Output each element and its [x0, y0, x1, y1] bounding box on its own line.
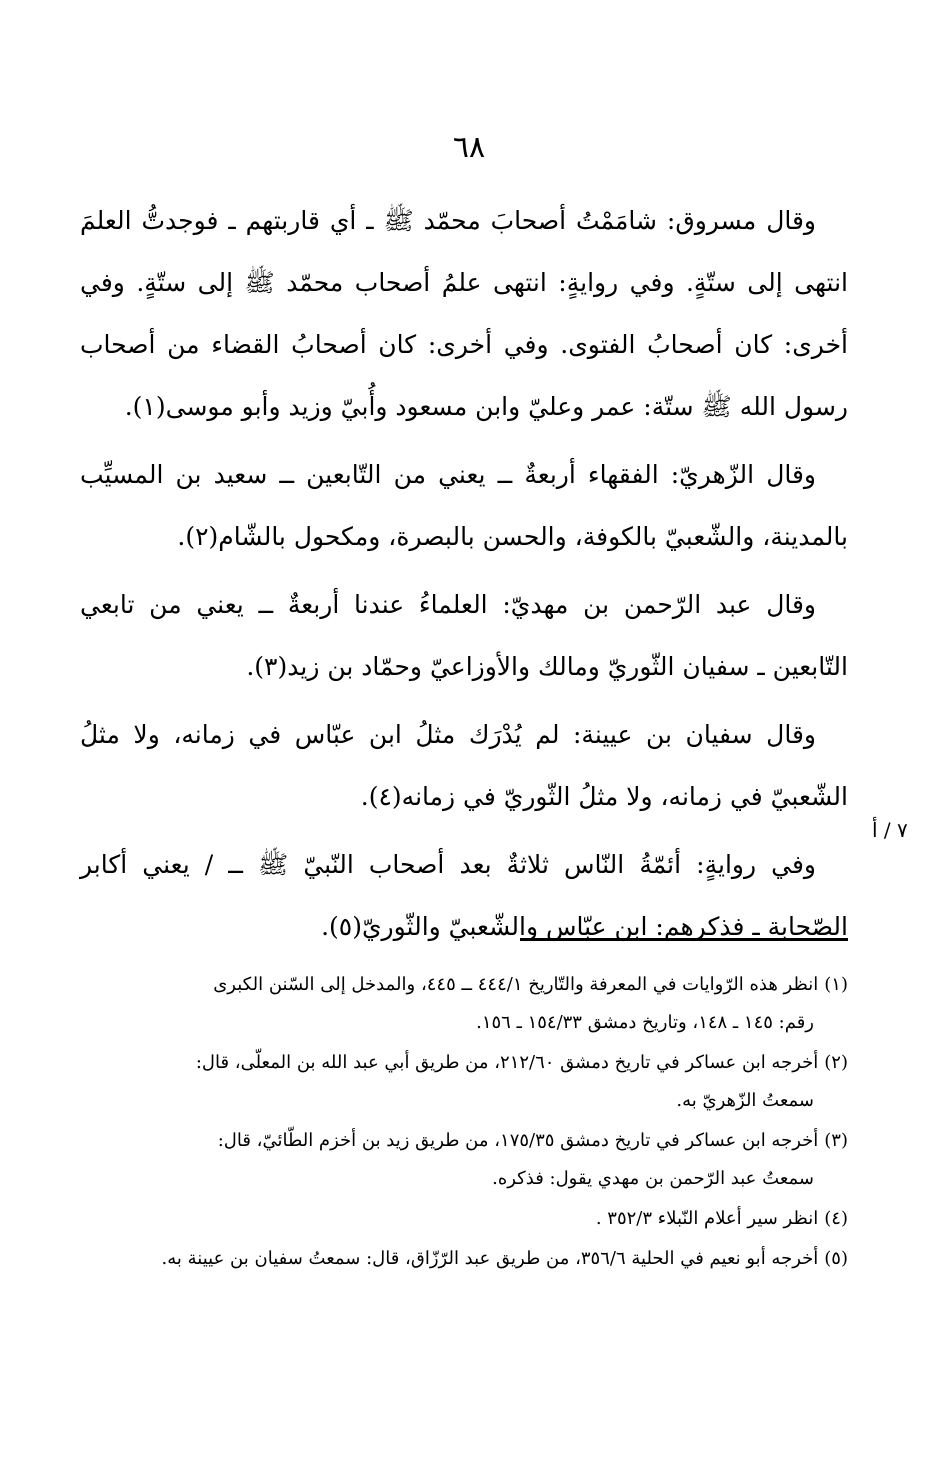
footnote-number: (٤)	[824, 1208, 848, 1229]
footnote-3	[80, 1122, 848, 1198]
paragraph-masruq: وقال مسروق: شامَمْتُ أصحابَ محمّد ﷺ ـ أي قاربتهم ـ فوجدتُّ العلمَ انتهى إلى ستّةٍ. وفي روايةٍ: انتهى علمُ أصحاب محمّد ﷺ إلى ستّةٍ. وفي أخرى: كان أصحابُ الفتوى. وفي أخرى: كان أصحابُ القضاء من أصحاب رسول الله ﷺ ستّة: عمر وعليّ وابن مسعود وأُبيّ وزيد وأبو موسى(١).	[80, 206, 848, 421]
footnote-number: (٥)	[824, 1248, 848, 1269]
footnote-1	[80, 966, 848, 1042]
footnote-number: (٣)	[824, 1130, 848, 1151]
footnote-text-continued: رقم: ١٤٥ ـ ١٤٨، وتاريخ دمشق ١٥٤/٣٣ ـ ١٥٦.	[476, 1012, 814, 1033]
main-text	[80, 190, 848, 964]
footnote-number: (٢)	[824, 1052, 848, 1073]
footnotes	[80, 966, 848, 1280]
footnote-number: (١)	[824, 974, 848, 995]
manuscript-folio-marker: ٧ / أ	[872, 818, 908, 842]
footnote-divider	[520, 938, 848, 941]
footnote-text-continued: سمعتُ الزّهريّ به.	[676, 1090, 814, 1111]
page-number: ٦٨	[452, 130, 486, 165]
footnote-4	[80, 1200, 848, 1238]
footnote-text: أخرجه أبو نعيم في الحلية ٣٥٦/٦، من طريق عبد الرّزّاق، قال: سمعتُ سفيان بن عيينة به.	[161, 1248, 819, 1269]
paragraph-ibn-mahdi: وقال عبد الرّحمن بن مهديّ: العلماءُ عندنا أربعةٌ ــ يعني من تابعي التّابعين ـ سفيان الثّوريّ ومالك والأوزاعيّ وحمّاد بن زيد(٣).	[80, 590, 848, 681]
footnote-2	[80, 1044, 848, 1120]
footnote-text: أخرجه ابن عساكر في تاريخ دمشق ١٧٥/٣٥، من طريق زيد بن أخزم الطّائيّ، قال:	[217, 1130, 819, 1151]
paragraph-riwaya: وفي روايةٍ: أئمّةُ النّاس ثلاثةٌ بعد أصحاب النّبيّ ﷺ ــ / يعني أكابر الصّحابة ـ فذكرهم: ابن عبّاس والشّعبيّ والثّوريّ(٥).	[80, 850, 848, 941]
paragraph-zuhri: وقال الزّهريّ: الفقهاء أربعةٌ ــ يعني من التّابعين ــ سعيد بن المسيِّب بالمدينة، والشّعبيّ بالكوفة، والحسن بالبصرة، ومكحول بالشّام(٢).	[80, 460, 848, 551]
footnote-text: أخرجه ابن عساكر في تاريخ دمشق ٢١٢/٦٠، من طريق أبي عبد الله بن المعلّى، قال:	[195, 1052, 819, 1073]
footnote-text: انظر سير أعلام النّبلاء ٣٥٢/٣ .	[595, 1208, 819, 1229]
footnote-text-continued: سمعتُ عبد الرّحمن بن مهدي يقول: فذكره.	[492, 1168, 814, 1189]
paragraph-ibn-uyayna: وقال سفيان بن عيينة: لم يُدْرَك مثلُ ابن عبّاس في زمانه، ولا مثلُ الشّعبيّ في زمانه، ولا مثلُ الثّوريّ في زمانه(٤).	[80, 720, 848, 811]
footnote-5	[80, 1240, 848, 1278]
footnote-text: انظر هذه الرّوايات في المعرفة والتّاريخ ٤٤٤/١ ــ ٤٤٥، والمدخل إلى السّنن الكبرى	[213, 974, 819, 995]
